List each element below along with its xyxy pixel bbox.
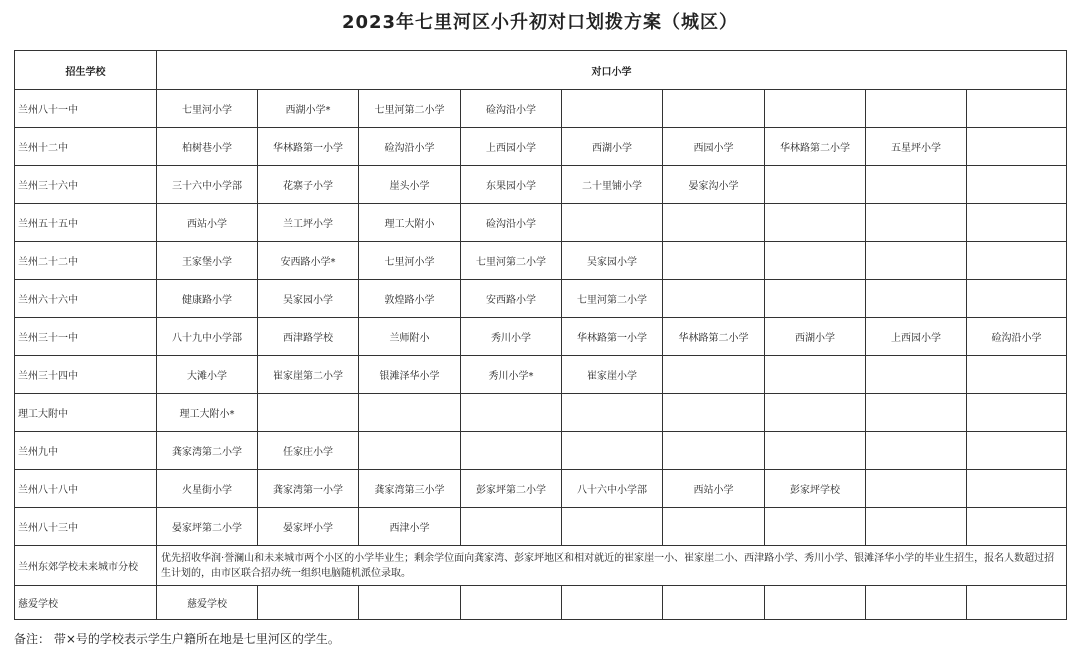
feeder-school-cell: [461, 586, 562, 620]
feeder-school-cell: [461, 508, 562, 546]
feeder-school-cell: [765, 394, 866, 432]
feeder-school-cell: [765, 242, 866, 280]
feeder-school-cell: [461, 394, 562, 432]
feeder-school-cell: [967, 394, 1067, 432]
feeder-school-cell: [765, 508, 866, 546]
feeder-school-cell: [359, 394, 461, 432]
feeder-school-cell: 硷沟沿小学: [967, 318, 1067, 356]
feeder-school-cell: [765, 166, 866, 204]
feeder-school-cell: 上西园小学: [461, 128, 562, 166]
header-school: 招生学校: [15, 51, 157, 90]
feeder-school-cell: [765, 90, 866, 128]
feeder-school-cell: 龚家湾第三小学: [359, 470, 461, 508]
feeder-school-cell: 理工大附小: [359, 204, 461, 242]
feeder-school-cell: 二十里铺小学: [562, 166, 663, 204]
feeder-school-cell: 银滩泽华小学: [359, 356, 461, 394]
feeder-school-cell: [663, 204, 765, 242]
feeder-school-cell: [562, 586, 663, 620]
feeder-school-cell: 硷沟沿小学: [359, 128, 461, 166]
header-feeder: 对口小学: [157, 51, 1067, 90]
feeder-school-cell: [967, 204, 1067, 242]
school-name: 兰州八十八中: [15, 470, 157, 508]
feeder-school-cell: 西站小学: [663, 470, 765, 508]
feeder-school-cell: [562, 204, 663, 242]
footnote: 备注： 带×号的学校表示学生户籍所在地是七里河区的学生。: [14, 632, 340, 646]
feeder-school-cell: [866, 204, 967, 242]
school-name: 兰州三十六中: [15, 166, 157, 204]
feeder-school-cell: 花寨子小学: [258, 166, 359, 204]
feeder-school-cell: [866, 280, 967, 318]
table-row: [15, 508, 1067, 546]
feeder-school-cell: [967, 432, 1067, 470]
feeder-school-cell: [663, 394, 765, 432]
feeder-school-cell: 理工大附小*: [157, 394, 258, 432]
feeder-school-cell: 东果园小学: [461, 166, 562, 204]
table-row: [15, 204, 1067, 242]
school-name: 兰州八十三中: [15, 508, 157, 546]
feeder-school-cell: 安西路小学: [461, 280, 562, 318]
table-row: [15, 166, 1067, 204]
feeder-school-cell: [866, 432, 967, 470]
feeder-school-cell: [866, 586, 967, 620]
school-name: 兰州六十六中: [15, 280, 157, 318]
feeder-school-cell: [967, 356, 1067, 394]
table-row: [15, 242, 1067, 280]
feeder-school-cell: [663, 90, 765, 128]
feeder-school-cell: 龚家湾第二小学: [157, 432, 258, 470]
feeder-school-cell: 七里河小学: [359, 242, 461, 280]
feeder-school-cell: 上西园小学: [866, 318, 967, 356]
feeder-school-cell: [967, 242, 1067, 280]
table-row: [15, 128, 1067, 166]
feeder-school-cell: [967, 166, 1067, 204]
feeder-school-cell: 柏树巷小学: [157, 128, 258, 166]
header-row: [15, 51, 1067, 90]
feeder-school-cell: 七里河第二小学: [359, 90, 461, 128]
feeder-school-cell: 吴家园小学: [562, 242, 663, 280]
feeder-school-cell: 七里河第二小学: [461, 242, 562, 280]
table-row: [15, 280, 1067, 318]
feeder-school-cell: 火星街小学: [157, 470, 258, 508]
school-name: 兰州十二中: [15, 128, 157, 166]
feeder-school-cell: 晏家坪小学: [258, 508, 359, 546]
feeder-school-cell: 彭家坪第二小学: [461, 470, 562, 508]
allocation-table: [14, 50, 1067, 620]
feeder-school-cell: 吴家园小学: [258, 280, 359, 318]
feeder-school-cell: 华林路第二小学: [663, 318, 765, 356]
feeder-school-cell: [765, 204, 866, 242]
feeder-school-cell: [765, 280, 866, 318]
feeder-school-cell: 安西路小学*: [258, 242, 359, 280]
table-row: [15, 356, 1067, 394]
feeder-school-cell: 任家庄小学: [258, 432, 359, 470]
feeder-school-cell: 五星坪小学: [866, 128, 967, 166]
feeder-school-cell: [866, 166, 967, 204]
table-row: [15, 318, 1067, 356]
feeder-school-cell: 八十六中小学部: [562, 470, 663, 508]
feeder-school-cell: 硷沟沿小学: [461, 90, 562, 128]
feeder-school-cell: [258, 394, 359, 432]
feeder-school-cell: [967, 508, 1067, 546]
feeder-school-cell: [663, 242, 765, 280]
feeder-school-cell: [866, 508, 967, 546]
feeder-school-cell: 兰师附小: [359, 318, 461, 356]
feeder-school-cell: [765, 586, 866, 620]
feeder-school-cell: 秀川小学: [461, 318, 562, 356]
feeder-school-cell: 王家堡小学: [157, 242, 258, 280]
feeder-school-cell: [866, 356, 967, 394]
feeder-school-cell: 七里河第二小学: [562, 280, 663, 318]
table-row: [15, 470, 1067, 508]
feeder-school-cell: [765, 356, 866, 394]
school-name: 理工大附中: [15, 394, 157, 432]
feeder-school-cell: [562, 508, 663, 546]
feeder-school-cell: 西湖小学: [562, 128, 663, 166]
feeder-school-cell: [359, 586, 461, 620]
table-row: [15, 586, 1067, 620]
feeder-school-cell: 华林路第一小学: [258, 128, 359, 166]
admission-note: 优先招收华润·誉澜山和未来城市两个小区的小学毕业生；剩余学位面向龚家湾、彭家坪地区和相对就近的崔家崖一小、崔家崖二小、西津路小学、秀川小学、银滩泽华小学的毕业生招生，报名人数超过招生计划的，由市区联合招办统一组织电脑随机派位录取。: [157, 546, 1067, 586]
feeder-school-cell: 硷沟沿小学: [461, 204, 562, 242]
feeder-school-cell: [765, 432, 866, 470]
feeder-school-cell: 西湖小学*: [258, 90, 359, 128]
feeder-school-cell: 西站小学: [157, 204, 258, 242]
page-title: 2023年七里河区小升初对口划拨方案（城区）: [341, 12, 739, 33]
feeder-school-cell: 兰工坪小学: [258, 204, 359, 242]
feeder-school-cell: [663, 356, 765, 394]
table-row: [15, 394, 1067, 432]
feeder-school-cell: [866, 90, 967, 128]
feeder-school-cell: 崖头小学: [359, 166, 461, 204]
school-name: 兰州三十一中: [15, 318, 157, 356]
feeder-school-cell: 西园小学: [663, 128, 765, 166]
feeder-school-cell: 慈爱学校: [157, 586, 258, 620]
feeder-school-cell: 崔家崖小学: [562, 356, 663, 394]
feeder-school-cell: 华林路第二小学: [765, 128, 866, 166]
feeder-school-cell: [663, 280, 765, 318]
feeder-school-cell: [663, 508, 765, 546]
feeder-school-cell: 晏家坪第二小学: [157, 508, 258, 546]
feeder-school-cell: [866, 470, 967, 508]
feeder-school-cell: 崔家崖第二小学: [258, 356, 359, 394]
feeder-school-cell: [967, 470, 1067, 508]
feeder-school-cell: 晏家沟小学: [663, 166, 765, 204]
feeder-school-cell: [461, 432, 562, 470]
feeder-school-cell: 敦煌路小学: [359, 280, 461, 318]
feeder-school-cell: [562, 90, 663, 128]
feeder-school-cell: [967, 90, 1067, 128]
school-name: 兰州三十四中: [15, 356, 157, 394]
feeder-school-cell: [866, 242, 967, 280]
school-name: 兰州九中: [15, 432, 157, 470]
school-name: 慈爱学校: [15, 586, 157, 620]
feeder-school-cell: 大滩小学: [157, 356, 258, 394]
feeder-school-cell: [359, 432, 461, 470]
feeder-school-cell: 健康路小学: [157, 280, 258, 318]
school-name: 兰州八十一中: [15, 90, 157, 128]
feeder-school-cell: [866, 394, 967, 432]
school-name: 兰州五十五中: [15, 204, 157, 242]
feeder-school-cell: 龚家湾第一小学: [258, 470, 359, 508]
feeder-school-cell: [967, 586, 1067, 620]
school-name: 兰州东郊学校未来城市分校: [15, 546, 157, 586]
feeder-school-cell: 华林路第一小学: [562, 318, 663, 356]
school-name: 兰州二十二中: [15, 242, 157, 280]
feeder-school-cell: [663, 586, 765, 620]
feeder-school-cell: [967, 128, 1067, 166]
feeder-school-cell: 三十六中小学部: [157, 166, 258, 204]
feeder-school-cell: [562, 394, 663, 432]
table-row: [15, 90, 1067, 128]
feeder-school-cell: 七里河小学: [157, 90, 258, 128]
feeder-school-cell: 西津路学校: [258, 318, 359, 356]
table-row: [15, 546, 1067, 586]
table-row: [15, 432, 1067, 470]
feeder-school-cell: 八十九中小学部: [157, 318, 258, 356]
feeder-school-cell: 西湖小学: [765, 318, 866, 356]
feeder-school-cell: [258, 586, 359, 620]
feeder-school-cell: 秀川小学*: [461, 356, 562, 394]
feeder-school-cell: [967, 280, 1067, 318]
feeder-school-cell: 西津小学: [359, 508, 461, 546]
feeder-school-cell: 彭家坪学校: [765, 470, 866, 508]
feeder-school-cell: [562, 432, 663, 470]
feeder-school-cell: [663, 432, 765, 470]
